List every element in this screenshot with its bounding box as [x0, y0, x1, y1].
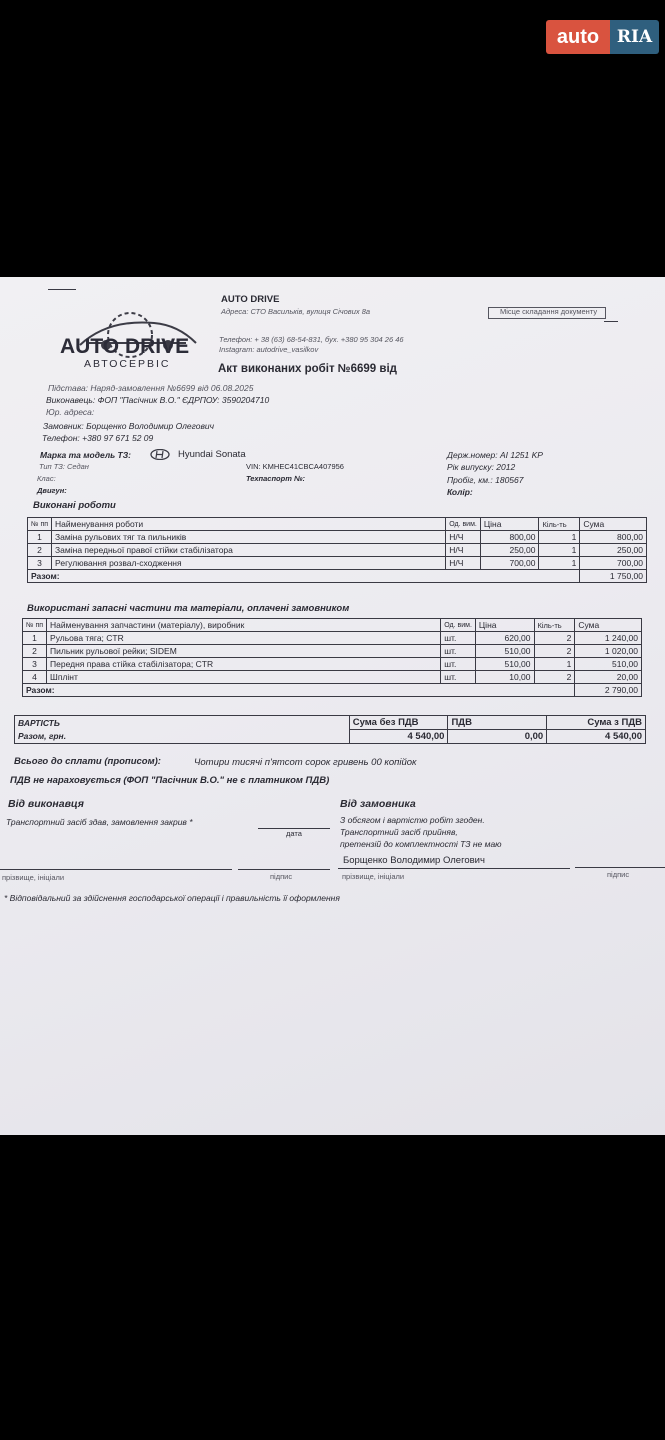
parts-row-price: 510,00	[475, 658, 534, 671]
parts-row-no: 2	[23, 645, 47, 658]
works-total-row	[28, 570, 647, 583]
works-header-row	[28, 518, 647, 531]
company-address: Адреса: СТО Васильків, вулиця Січових 8а	[221, 307, 371, 316]
table-row	[28, 544, 647, 557]
customer-text-2: Транспортний засіб прийняв,	[340, 827, 458, 837]
works-row-no: 3	[28, 557, 52, 570]
parts-row-name: Шплінт	[47, 671, 441, 684]
executor-signature-label: підпис	[270, 872, 293, 881]
parts-row-no: 1	[23, 632, 47, 645]
parts-row-sum: 510,00	[575, 658, 642, 671]
parts-header-sum: Сума	[575, 619, 642, 632]
cost-withvat: 4 540,00	[547, 730, 646, 744]
parts-table	[22, 618, 642, 697]
customer-text-3: претензій до комплектності ТЗ не маю	[340, 839, 502, 849]
cost-total-label: Разом, грн.	[15, 730, 350, 744]
parts-row-qty: 2	[534, 671, 575, 684]
works-row-price: 800,00	[480, 531, 539, 544]
parts-row-unit: шт.	[441, 671, 476, 684]
vat-note: ПДВ не нараховується (ФОП "Пасічник В.О." не є платником ПДВ)	[10, 775, 330, 786]
vehicle-engine: Двигун:	[37, 486, 67, 495]
customer-initials-label: прізвище, ініціали	[342, 872, 405, 881]
parts-total: 2 790,00	[575, 684, 642, 697]
table-row	[23, 658, 642, 671]
table-row	[28, 531, 647, 544]
table-row	[23, 645, 642, 658]
cost-col-novat: Сума без ПДВ	[349, 716, 448, 730]
watermark-auto: auto	[546, 20, 610, 54]
works-header-price: Ціна	[480, 518, 539, 531]
table-row	[28, 557, 647, 570]
executor: Виконавець: ФОП "Пасічник В.О." ЄДРПОУ: 3590204710	[46, 395, 270, 405]
vehicle-tech-passport: Техпаспорт №:	[246, 474, 306, 483]
parts-row-qty: 2	[534, 632, 575, 645]
cost-header-row	[15, 716, 646, 730]
document-paper	[0, 277, 665, 1135]
works-row-qty: 1	[539, 531, 580, 544]
works-row-unit: Н/Ч	[446, 557, 481, 570]
date-label: дата	[286, 829, 302, 838]
vehicle-plate: Держ.номер: AI 1251 KP	[447, 450, 543, 460]
works-title: Виконані роботи	[33, 500, 116, 511]
basis: Підстава: Наряд-замовлення №6699 від 06.08.2025	[48, 383, 254, 393]
parts-row-unit: шт.	[441, 632, 476, 645]
parts-header-unit: Од. вим.	[441, 619, 476, 632]
stamp-box-label: Місце складання документу	[500, 307, 598, 316]
parts-row-sum: 20,00	[575, 671, 642, 684]
logo-title: AUTO DRIVE	[60, 335, 190, 358]
company-phones: Телефон: + 38 (63) 68-54-831, бух. +380 95 304 26 46	[219, 335, 404, 344]
amount-words-label: Всього до сплати (прописом):	[14, 756, 161, 767]
cost-novat: 4 540,00	[349, 730, 448, 744]
cost-label: ВАРТІСТЬ	[15, 716, 350, 730]
parts-header-price: Ціна	[475, 619, 534, 632]
parts-row-qty: 2	[534, 645, 575, 658]
works-row-sum: 250,00	[580, 544, 647, 557]
table-row	[23, 632, 642, 645]
vehicle-mileage: Пробіг, км.: 180567	[447, 475, 524, 485]
works-row-no: 2	[28, 544, 52, 557]
parts-total-label: Разом:	[23, 684, 575, 697]
parts-row-no: 4	[23, 671, 47, 684]
company-instagram: Instagram: autodrive_vasilkov	[219, 345, 319, 354]
parts-row-name: Передня права стійка стабілізатора; CTR	[47, 658, 441, 671]
from-executor: Від виконавця	[8, 798, 84, 810]
cost-table	[14, 715, 646, 744]
vehicle-vin: VIN: KMHEC41CBCA407956	[246, 462, 344, 471]
cost-vat: 0,00	[448, 730, 547, 744]
parts-row-unit: шт.	[441, 645, 476, 658]
executor-text: Транспортний засіб здав, замовлення закрив *	[6, 817, 193, 827]
works-row-name: Заміна рульових тяг та пильників	[52, 531, 446, 544]
parts-title: Використані запасні частини та матеріали, оплачені замовником	[27, 603, 350, 614]
works-row-unit: Н/Ч	[446, 544, 481, 557]
works-row-qty: 1	[539, 557, 580, 570]
footnote: * Відповідальний за здійснення господарської операції і правильність її оформлення	[4, 893, 340, 903]
amount-words: Чотири тисячі п'ятсот сорок гривень 00 копійок	[194, 757, 417, 768]
vehicle-year: Рік випуску: 2012	[447, 462, 516, 472]
hyundai-logo-icon	[150, 449, 170, 460]
executor-initials-label: прізвище, ініціали	[2, 873, 65, 882]
works-row-qty: 1	[539, 544, 580, 557]
works-row-price: 700,00	[480, 557, 539, 570]
vehicle-class: Клас:	[37, 474, 56, 483]
parts-row-name: Пильник рульової рейки; SIDEM	[47, 645, 441, 658]
works-total-label: Разом:	[28, 570, 580, 583]
logo-subtitle: АВТОСЕРВІС	[84, 358, 171, 370]
works-row-no: 1	[28, 531, 52, 544]
vehicle-model-label: Марка та модель ТЗ:	[40, 450, 131, 460]
watermark	[546, 20, 659, 54]
works-header-sum: Сума	[580, 518, 647, 531]
table-row	[23, 671, 642, 684]
parts-total-row	[23, 684, 642, 697]
customer-phone: Телефон: +380 97 671 52 09	[42, 433, 154, 443]
parts-row-price: 620,00	[475, 632, 534, 645]
customer-text-1: З обсягом і вартістю робіт згоден.	[340, 815, 485, 825]
parts-header-row	[23, 619, 642, 632]
legal-address: Юр. адреса:	[46, 407, 95, 417]
watermark-ria: RIA	[610, 20, 659, 54]
parts-header-qty: Кіль-ть	[534, 619, 575, 632]
parts-row-price: 510,00	[475, 645, 534, 658]
company-name: AUTO DRIVE	[221, 294, 280, 305]
parts-row-no: 3	[23, 658, 47, 671]
parts-row-sum: 1 240,00	[575, 632, 642, 645]
works-row-sum: 700,00	[580, 557, 647, 570]
corner-mark	[48, 289, 76, 290]
parts-row-price: 10,00	[475, 671, 534, 684]
parts-header-name: Найменування запчастини (матеріалу), виробник	[47, 619, 441, 632]
vehicle-model: Hyundai Sonata	[178, 449, 246, 460]
parts-row-unit: шт.	[441, 658, 476, 671]
cost-col-vat: ПДВ	[448, 716, 547, 730]
works-row-sum: 800,00	[580, 531, 647, 544]
vehicle-type: Тип ТЗ: Седан	[39, 462, 89, 471]
works-row-name: Заміна передньої правої стійки стабілізатора	[52, 544, 446, 557]
vehicle-color: Колір:	[447, 487, 473, 497]
customer: Замовник: Борщенко Володимир Олегович	[43, 421, 215, 431]
from-customer: Від замовника	[340, 798, 416, 810]
customer-signature-label: підпис	[607, 870, 630, 879]
works-row-name: Регулювання розвал-сходження	[52, 557, 446, 570]
customer-name: Борщенко Володимир Олегович	[343, 855, 485, 866]
parts-header-no: № пп	[23, 619, 47, 632]
parts-row-sum: 1 020,00	[575, 645, 642, 658]
works-header-no: № пп	[28, 518, 52, 531]
works-header-name: Найменування роботи	[52, 518, 446, 531]
works-header-unit: Од. вим.	[446, 518, 481, 531]
works-header-qty: Кіль-ть	[539, 518, 580, 531]
works-row-price: 250,00	[480, 544, 539, 557]
document-title: Акт виконаних робіт №6699 від	[218, 363, 397, 375]
parts-row-qty: 1	[534, 658, 575, 671]
parts-row-name: Рульова тяга; CTR	[47, 632, 441, 645]
works-table	[27, 517, 647, 583]
works-row-unit: Н/Ч	[446, 531, 481, 544]
works-total: 1 750,00	[580, 570, 647, 583]
cost-col-withvat: Сума з ПДВ	[547, 716, 646, 730]
cost-values-row	[15, 730, 646, 744]
